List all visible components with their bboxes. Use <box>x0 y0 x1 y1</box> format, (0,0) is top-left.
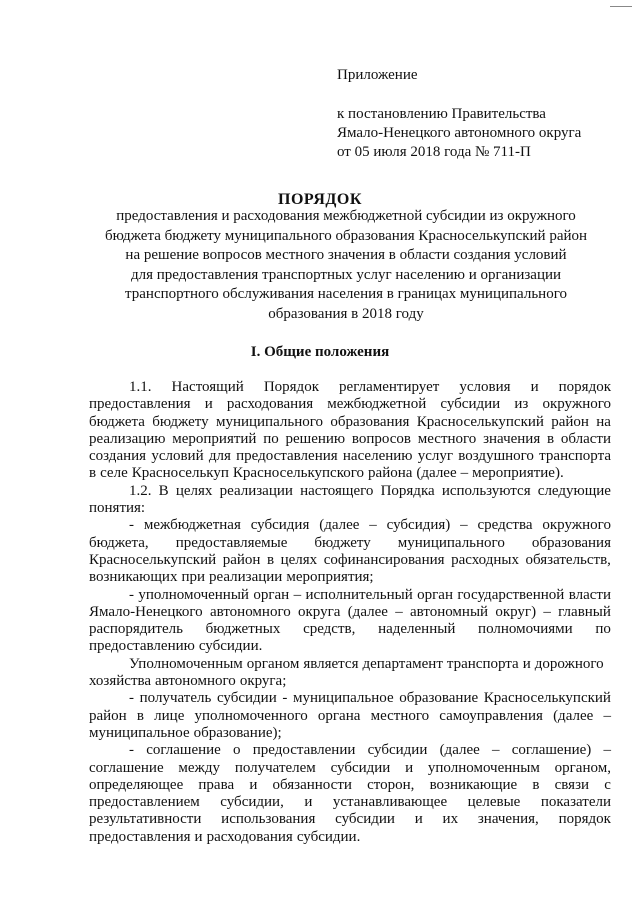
body-word: показатели <box>540 794 611 811</box>
subtitle-line: для предоставления транспортных услуг населению и организации <box>130 266 562 283</box>
body-word: образование <box>399 690 479 707</box>
body-word: и <box>204 396 213 413</box>
body-word: – <box>293 586 302 603</box>
body-word: связи <box>554 776 590 793</box>
body-word: мероприятие). <box>472 465 564 482</box>
body-word: - <box>129 517 134 534</box>
body-word: значения <box>483 430 541 447</box>
body-word: создания <box>89 448 147 465</box>
body-word: бюджета, <box>89 534 149 551</box>
document-subtitle <box>90 207 602 324</box>
body-word: органа <box>317 707 361 724</box>
body-line <box>89 725 611 742</box>
body-word: исполнительный <box>305 586 413 603</box>
body-word: настоящего <box>300 482 374 499</box>
body-word: дорожного <box>534 655 604 672</box>
body-word: самоуправления <box>439 707 543 724</box>
body-word: образование); <box>193 724 282 741</box>
body-word: о <box>233 742 241 759</box>
body-word: и <box>522 655 531 672</box>
subtitle-line: образования в 2018 году <box>268 305 424 322</box>
body-line <box>89 604 611 621</box>
body-word: автономного <box>155 673 236 690</box>
body-word: – <box>460 517 468 534</box>
body-word: район <box>551 413 589 430</box>
body-line <box>89 414 611 431</box>
body-word: транспорта <box>446 655 519 672</box>
body-word: реализации <box>209 569 283 586</box>
body-line <box>89 690 611 707</box>
body-word: бюджету <box>314 534 371 551</box>
body-word: использования <box>221 811 316 828</box>
body-word: мероприятия; <box>286 569 374 586</box>
body-word: транспорта <box>539 448 611 465</box>
subtitle-line: бюджета бюджету муниципального образования Красноселькупский район <box>104 227 588 244</box>
body-line <box>89 483 611 500</box>
body-word: образования <box>330 413 410 430</box>
subtitle-line: на решение вопросов местного значения в области создания условий <box>125 247 567 263</box>
body-word: обязанности <box>272 776 352 793</box>
appendix-title: Приложение <box>337 67 418 83</box>
body-word: - <box>129 742 134 759</box>
body-word: субсидии <box>330 759 391 776</box>
body-word: субсидии. <box>198 638 263 655</box>
body-word: – <box>369 517 377 534</box>
body-word: (далее <box>416 465 457 482</box>
body-word: соглашение) <box>511 742 592 759</box>
body-word: средств, <box>303 621 356 638</box>
body-word: возникающие <box>429 776 518 793</box>
body-word: местного <box>417 430 477 447</box>
body-word: целях <box>175 482 213 499</box>
body-word: целях <box>280 551 318 568</box>
body-word: муниципального <box>397 534 505 551</box>
body-line <box>89 552 611 569</box>
body-word: местного <box>370 707 430 724</box>
body-word: район <box>89 707 127 724</box>
body-word: департамент <box>362 655 443 672</box>
body-word: реализацию <box>89 430 166 447</box>
body-word: и <box>304 794 313 811</box>
body-word: с <box>604 776 611 793</box>
body-word: органом, <box>554 759 611 776</box>
appendix-line: к постановлению Правительства <box>337 106 546 122</box>
body-word: государственной <box>457 586 565 603</box>
body-word: и <box>414 811 423 828</box>
body-word: окружного <box>542 396 611 413</box>
body-word: понятия: <box>89 500 146 517</box>
body-line <box>89 673 611 690</box>
body-word: области <box>560 430 611 447</box>
body-word: селе <box>100 465 128 482</box>
body-word: лице <box>154 707 185 724</box>
body-word: Порядка <box>380 482 435 499</box>
body-word: значения, <box>477 811 539 828</box>
body-word: бюджетных <box>205 621 281 638</box>
body-word: определяющее <box>89 776 184 793</box>
body-word: для <box>208 448 231 465</box>
body-word: В <box>158 482 169 499</box>
body-word: и <box>530 379 539 395</box>
body-word: получатель <box>139 690 212 707</box>
body-word: предоставлении <box>252 742 356 759</box>
body-line <box>89 742 611 759</box>
body-line <box>89 708 611 725</box>
body-line <box>89 379 611 396</box>
body-word: уполномоченным <box>427 759 540 776</box>
body-word: предоставляемые <box>175 534 288 551</box>
body-word: межбюджетной <box>327 396 427 413</box>
subtitle-line: предоставления и расходования межбюджетной субсидии из окружного <box>116 208 576 224</box>
body-line <box>89 431 611 448</box>
body-line <box>89 656 611 673</box>
body-word: орган <box>417 586 453 603</box>
body-word: следующие <box>537 482 611 499</box>
body-word: порядок <box>558 379 611 395</box>
body-line <box>89 569 611 586</box>
body-word: и <box>194 828 203 845</box>
body-word: возникающих <box>89 569 178 586</box>
body-word: вопросов <box>351 430 412 447</box>
body-word: на <box>596 413 611 430</box>
body-line <box>89 811 611 828</box>
body-word: бюджета <box>89 413 145 430</box>
body-word: – <box>543 603 551 620</box>
body-line <box>89 621 611 638</box>
body-word: орган <box>253 586 290 603</box>
body-word: целевые <box>467 794 521 811</box>
body-word: окружного <box>542 517 611 534</box>
body-word: хозяйства <box>89 673 152 690</box>
body-line <box>89 535 611 552</box>
corner-mark <box>610 0 632 7</box>
body-word: по <box>595 621 611 638</box>
body-word: округа; <box>239 673 287 690</box>
body-word: уполномоченного <box>194 707 308 724</box>
body-word: сторон, <box>367 776 415 793</box>
body-line <box>89 638 611 655</box>
body-word: (далее <box>439 742 480 759</box>
body-line <box>89 587 611 604</box>
body-word: в <box>89 465 97 482</box>
body-word: предоставлению <box>89 638 195 655</box>
body-word: главный <box>558 603 611 620</box>
body-word: по <box>263 430 279 447</box>
body-word: субсидия) <box>386 517 451 534</box>
body-word: софинансирования <box>323 551 445 568</box>
body-word: предоставления <box>89 828 191 845</box>
body-word: межбюджетная <box>143 517 241 534</box>
body-word: их <box>442 811 459 828</box>
body-word: муниципальное <box>293 690 394 707</box>
body-word: условия <box>459 379 511 395</box>
body-word: образования <box>531 534 611 551</box>
body-line <box>89 448 611 465</box>
body-word: – <box>603 707 611 724</box>
body-word: в <box>266 551 275 568</box>
body-word: уполномоченный <box>138 586 249 603</box>
body-word: и <box>249 776 258 793</box>
body-word: (далее <box>553 707 594 724</box>
body-word: получателем <box>234 759 316 776</box>
body-word: соглашение <box>146 742 221 759</box>
body-word: населению <box>342 448 413 465</box>
body-word: распорядитель <box>89 621 183 638</box>
body-word: автономного <box>209 603 291 620</box>
body-line <box>89 777 611 794</box>
appendix-line: от 05 июля 2018 года № 711-П <box>337 144 531 160</box>
body-word: муниципальное <box>89 724 190 741</box>
body-word: автономный <box>409 603 489 620</box>
body-word: мероприятий <box>172 430 257 447</box>
body-word: субсидии. <box>296 828 361 845</box>
body-word: при <box>181 569 206 586</box>
body-word: между <box>178 759 221 776</box>
body-word: соглашение <box>89 759 164 776</box>
body-word: бюджету <box>152 413 209 430</box>
body-word: - <box>129 690 134 707</box>
body-word: расходования <box>226 396 314 413</box>
body-word: Красноселькупского <box>232 465 365 482</box>
section-heading: I. Общие положения <box>250 344 390 360</box>
body-word: – <box>603 742 611 759</box>
body-line <box>89 517 611 534</box>
body-line <box>89 500 611 517</box>
body-word: – <box>460 465 469 482</box>
body-word: (далее <box>319 517 360 534</box>
body-word: субсидия <box>250 517 310 534</box>
body-word: порядок <box>558 811 611 828</box>
body-line <box>89 794 611 811</box>
subtitle-line: транспортного обслуживания населения в границах муниципального <box>125 286 567 302</box>
body-word: субсидии <box>216 690 277 707</box>
body-word: муниципального <box>215 413 324 430</box>
body-word: расходования <box>206 828 293 845</box>
appendix-reference <box>337 105 581 162</box>
body-word: субсидии <box>335 811 395 828</box>
body-word: субсидии <box>440 396 501 413</box>
body-word: в <box>546 430 555 447</box>
body-word: предоставления <box>236 448 338 465</box>
body-word: расходных <box>451 551 519 568</box>
body-word: Порядок <box>263 379 319 395</box>
body-word: власти <box>568 586 611 603</box>
body-word: услуг <box>417 448 454 465</box>
body-text <box>89 379 611 846</box>
body-word: Ямало-Ненецкого <box>89 603 203 620</box>
body-word: Красноселькупский <box>483 690 611 707</box>
body-word: района <box>368 465 413 482</box>
body-word: предоставления <box>89 396 191 413</box>
body-word: Красноселькуп <box>131 465 229 482</box>
body-word: результативности <box>89 811 202 828</box>
body-word: наделенный <box>378 621 456 638</box>
body-line <box>89 760 611 777</box>
body-word: органом <box>246 655 300 672</box>
body-word: предоставлением <box>89 794 200 811</box>
body-line <box>89 829 611 846</box>
body-word: условий <box>151 448 204 465</box>
body-word: решению <box>285 430 346 447</box>
body-word: устанавливающее <box>332 794 448 811</box>
body-word: субсидии <box>367 742 428 759</box>
body-word: реализации <box>219 482 293 499</box>
body-word: субсидии, <box>220 794 284 811</box>
body-word: используются <box>441 482 531 499</box>
body-word: права <box>198 776 235 793</box>
body-word: обязательств, <box>525 551 611 568</box>
body-word: – <box>491 742 500 759</box>
body-word: из <box>514 396 529 413</box>
body-word: воздушного <box>458 448 534 465</box>
body-word: средства <box>477 517 533 534</box>
body-word: Красноселькупский <box>89 551 217 568</box>
body-word: - <box>282 690 288 707</box>
appendix-line: Ямало-Ненецкого автономного округа <box>337 125 582 141</box>
body-word: (далее <box>347 603 388 620</box>
body-word: округ) <box>495 603 537 620</box>
body-word: Настоящий <box>171 379 244 395</box>
body-word: – <box>395 603 403 620</box>
body-line <box>89 396 611 413</box>
body-word: является <box>303 655 359 672</box>
document-title: ПОРЯДОК <box>278 191 362 208</box>
body-word: 1.2. <box>129 482 152 499</box>
body-word: район <box>222 551 261 568</box>
body-word: в <box>532 776 540 793</box>
body-word: и <box>405 759 414 776</box>
body-word: Уполномоченным <box>129 655 243 672</box>
body-word: в <box>136 707 144 724</box>
body-word: регламентирует <box>339 379 440 395</box>
body-word: округа <box>298 603 341 620</box>
body-word: 1.1. <box>129 379 152 395</box>
body-word: полномочиями <box>478 621 573 638</box>
body-line <box>89 465 611 482</box>
body-word: - <box>129 586 134 603</box>
body-word: Красноселькупский <box>416 413 544 430</box>
